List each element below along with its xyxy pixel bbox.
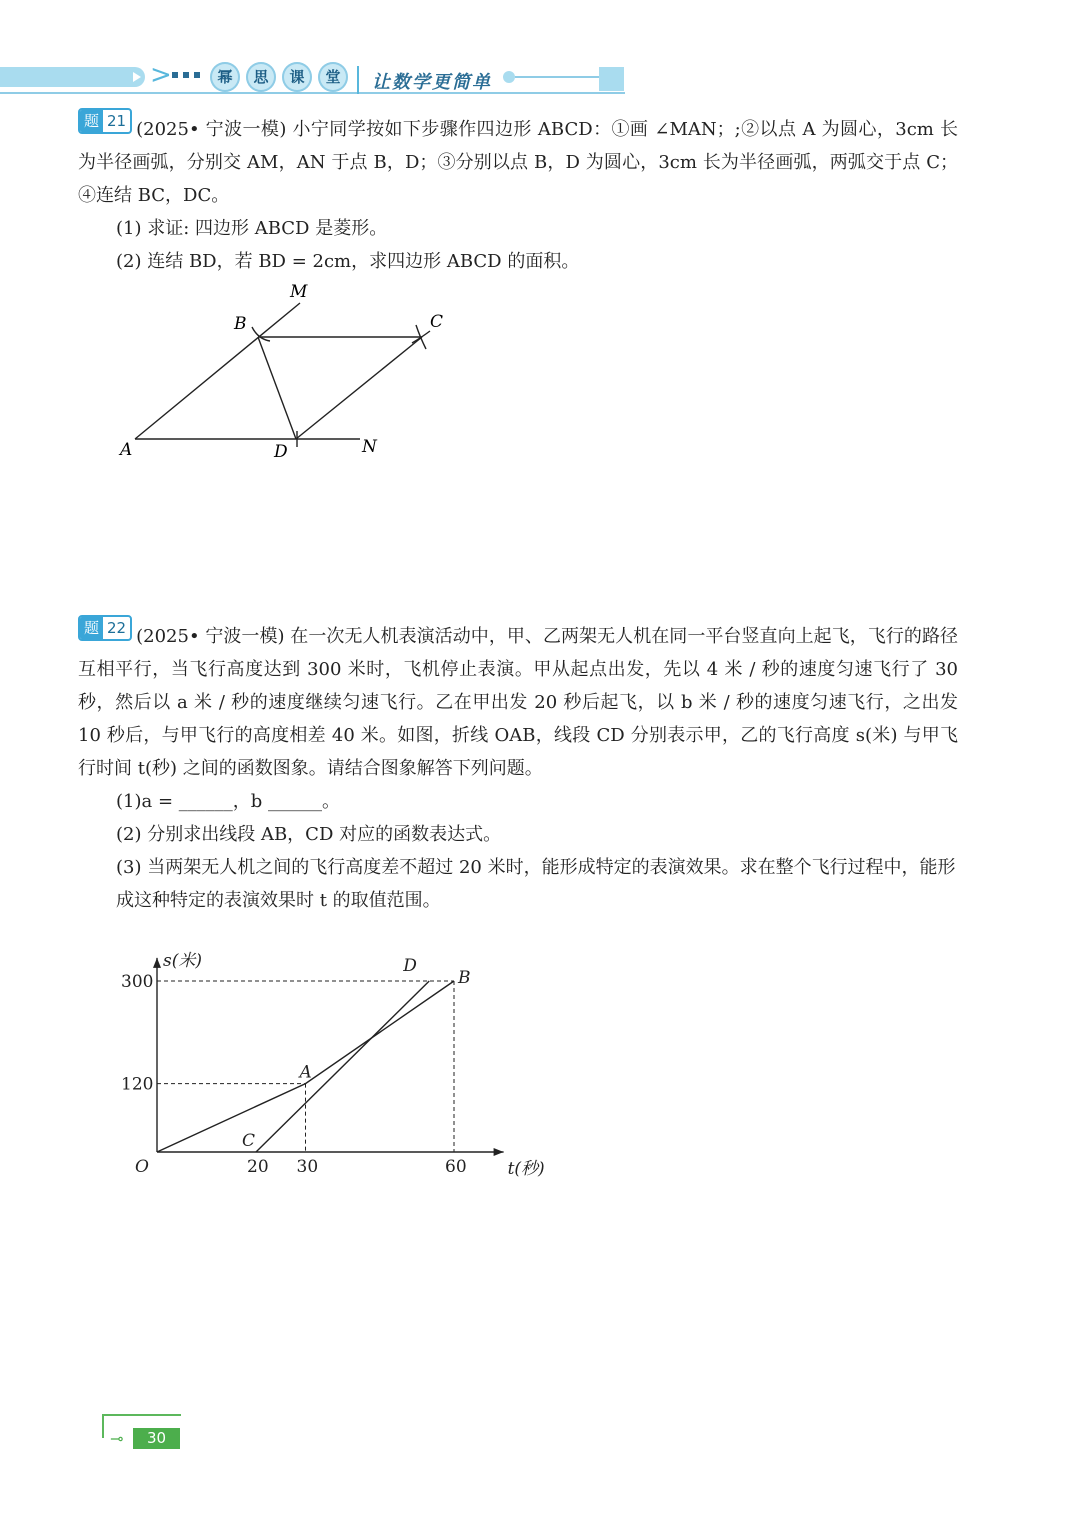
x-axis-label: t(秒)	[507, 1159, 545, 1179]
header-separator	[357, 66, 359, 94]
brand-badge: 幂	[210, 62, 240, 92]
header-underline	[0, 92, 625, 94]
label-b: B	[234, 314, 247, 334]
series-cd	[256, 981, 429, 1152]
problem-22-label: 题 22	[78, 615, 132, 641]
play-arrow-icon	[133, 72, 141, 82]
problem-21-question-2: (2) 连结 BD，若 BD = 2cm，求四边形 ABCD 的面积。	[116, 251, 580, 272]
problem-22-statement	[78, 615, 958, 785]
brand-badge: 课	[282, 62, 312, 92]
header-bar	[0, 67, 145, 87]
problem-21-question-1: (1) 求证: 四边形 ABCD 是菱形。	[116, 218, 388, 239]
y-tick-120: 120	[121, 1074, 154, 1095]
label-m: M	[290, 282, 308, 302]
plug-icon: ⊸	[110, 1429, 124, 1448]
problem-22-question-3: (3) 当两架无人机之间的飞行高度差不超过 20 米时，能形成特定的表演效果。求在整个飞行过程中，能形成这种特定的表演效果时 t 的取值范围。	[116, 857, 956, 911]
brand-badge: 思	[246, 62, 276, 92]
brand-badge: 堂	[318, 62, 348, 92]
x-axis-arrow	[494, 1148, 504, 1156]
origin-label: O	[135, 1157, 149, 1177]
problem-22-text: (2025• 宁波一模) 在一次无人机表演活动中，甲、乙两架无人机在同一平台竖直向上起飞，飞行的路径互相平行，当飞行高度达到 300 米时，飞机停止表演。甲从起点出发，先以 4 米 / 秒的速度匀速飞行了 30 秒，然后以 a 米 / 秒的速度继续匀速飞行。乙在甲出发 20 秒后起飞，以 b 米 / 秒的速度匀速飞行，之出发 10 秒后，与甲飞行的高度相差 40 米。如图，折线 OAB，线段 CD 分别表示甲，乙的飞行高度 s(米) 与甲飞行时间 t(秒) 之间的函数图象。请结合图象解答下列问题。	[78, 626, 958, 779]
label-a: A	[120, 440, 133, 460]
brand-badges	[210, 62, 348, 92]
problem-21-text: (2025• 宁波一模) 小宁同学按如下步骤作四边形 ABCD：①画 ∠MAN；;②以点 A 为圆心，3cm 长为半径画弧，分别交 AM，AN 于点 B，D；③分别以点 B，D 为圆心，3cm 长为半径画弧，两弧交于点 C；④连结 BC，DC。	[78, 119, 958, 206]
label-n: N	[362, 437, 377, 457]
x-tick-60: 60	[445, 1157, 467, 1177]
problem-22	[78, 615, 958, 917]
ray-am	[135, 303, 300, 439]
label-d: D	[274, 442, 288, 462]
x-tick-30: 30	[296, 1157, 319, 1177]
point-label-d: D	[403, 956, 417, 976]
segment-dc	[296, 337, 422, 439]
y-tick-300: 300	[121, 972, 154, 992]
header-dot	[503, 71, 515, 83]
point-label-b: B	[458, 968, 471, 988]
header-end-block	[599, 67, 624, 91]
dots-decoration	[172, 72, 200, 78]
point-label-a: A	[299, 1062, 312, 1083]
point-label-c: C	[242, 1131, 256, 1151]
header-thin-line	[515, 76, 600, 78]
page-number: 30	[133, 1428, 180, 1449]
problem-21-statement	[78, 108, 958, 212]
problem-21-label: 题 21	[78, 108, 132, 134]
rhombus-figure	[100, 275, 480, 465]
chevron-right-icon: >	[150, 60, 172, 90]
y-axis-arrow	[153, 958, 161, 968]
problem-22-question-1: (1)a = ______，b ______。	[116, 791, 340, 812]
problem-21	[78, 108, 958, 278]
flight-height-chart	[110, 918, 550, 1188]
problem-22-question-2: (2) 分别求出线段 AB，CD 对应的函数表达式。	[116, 824, 502, 845]
x-tick-20: 20	[247, 1157, 269, 1177]
header-slogan: 让数学更简单	[372, 72, 492, 93]
segment-bd	[258, 337, 296, 439]
y-axis-label: s(米)	[163, 950, 202, 971]
label-c: C	[430, 312, 444, 332]
